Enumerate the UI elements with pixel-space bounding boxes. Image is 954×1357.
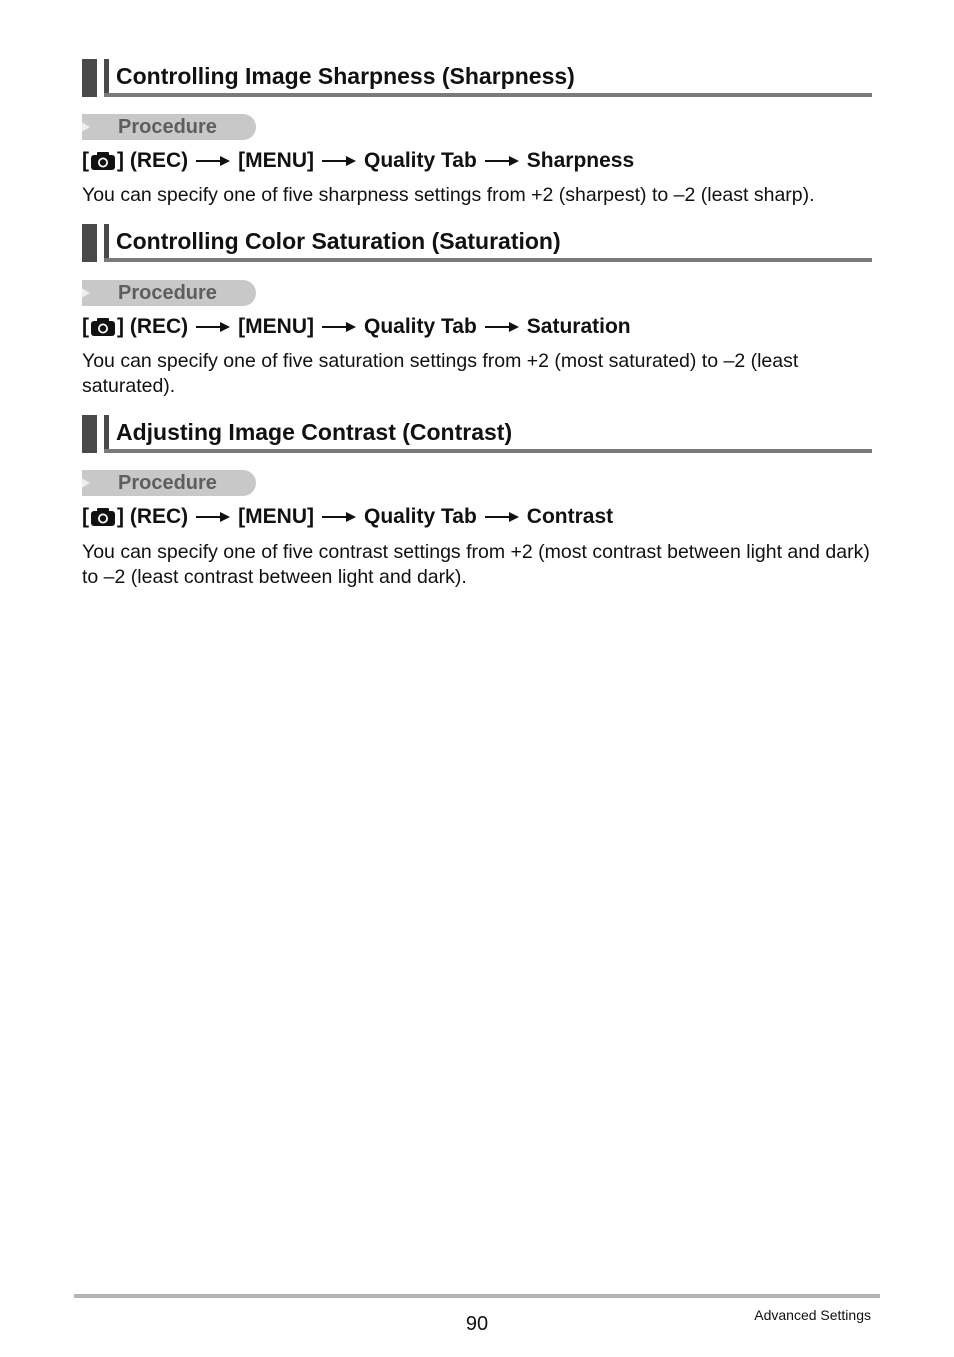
procedure-badge: [82, 470, 256, 496]
right-arrow-icon: [322, 155, 356, 167]
procedure-label: Procedure: [118, 472, 217, 494]
section-contrast: [82, 415, 872, 588]
menu-path: [ ] (REC) [MENU] Quality Tab Contrast: [82, 505, 614, 529]
heading-marker: [104, 59, 109, 97]
right-arrow-icon: [322, 321, 356, 333]
camera-icon: [90, 151, 116, 171]
heading-underline: [104, 93, 872, 97]
heading-title: Controlling Image Sharpness (Sharpness): [116, 63, 575, 89]
right-arrow-icon: [196, 511, 230, 523]
menu-path: [ ] (REC) [MENU] Quality Tab Saturation: [82, 315, 631, 339]
heading-marker: [82, 224, 97, 262]
procedure-badge: [82, 280, 256, 306]
section-heading: [82, 59, 872, 97]
heading-marker: [104, 224, 109, 262]
section-description: You can specify one of five saturation settings from +2 (most saturated) to –2 (least saturated).: [82, 350, 799, 397]
heading-title: Controlling Color Saturation (Saturation): [116, 228, 561, 254]
section-description: You can specify one of five sharpness settings from +2 (sharpest) to –2 (least sharp).: [82, 184, 815, 206]
heading-underline: [104, 258, 872, 262]
heading-marker: [82, 415, 97, 453]
procedure-badge: [82, 114, 256, 140]
heading-marker: [82, 59, 97, 97]
camera-icon: [90, 507, 116, 527]
camera-icon: [90, 317, 116, 337]
footer-divider: [74, 1294, 880, 1298]
heading-marker: [104, 415, 109, 453]
footer-section-label: Advanced Settings: [754, 1307, 871, 1323]
right-arrow-icon: [322, 511, 356, 523]
procedure-label: Procedure: [118, 116, 217, 138]
section-heading: [82, 224, 872, 262]
section-heading: [82, 415, 872, 453]
menu-path: [ ] (REC) [MENU] Quality Tab Sharpness: [82, 149, 635, 173]
right-arrow-icon: [485, 155, 519, 167]
right-arrow-icon: [485, 321, 519, 333]
heading-title: Adjusting Image Contrast (Contrast): [116, 419, 513, 445]
right-arrow-icon: [485, 511, 519, 523]
section-saturation: [82, 224, 872, 397]
section-sharpness: [82, 59, 872, 206]
page-number: 90: [465, 1313, 489, 1335]
right-arrow-icon: [196, 155, 230, 167]
section-description: You can specify one of five contrast settings from +2 (most contrast between light and dark) to –2 (least contrast between light and dark).: [82, 541, 870, 588]
right-arrow-icon: [196, 321, 230, 333]
procedure-label: Procedure: [118, 282, 217, 304]
heading-underline: [104, 449, 872, 453]
